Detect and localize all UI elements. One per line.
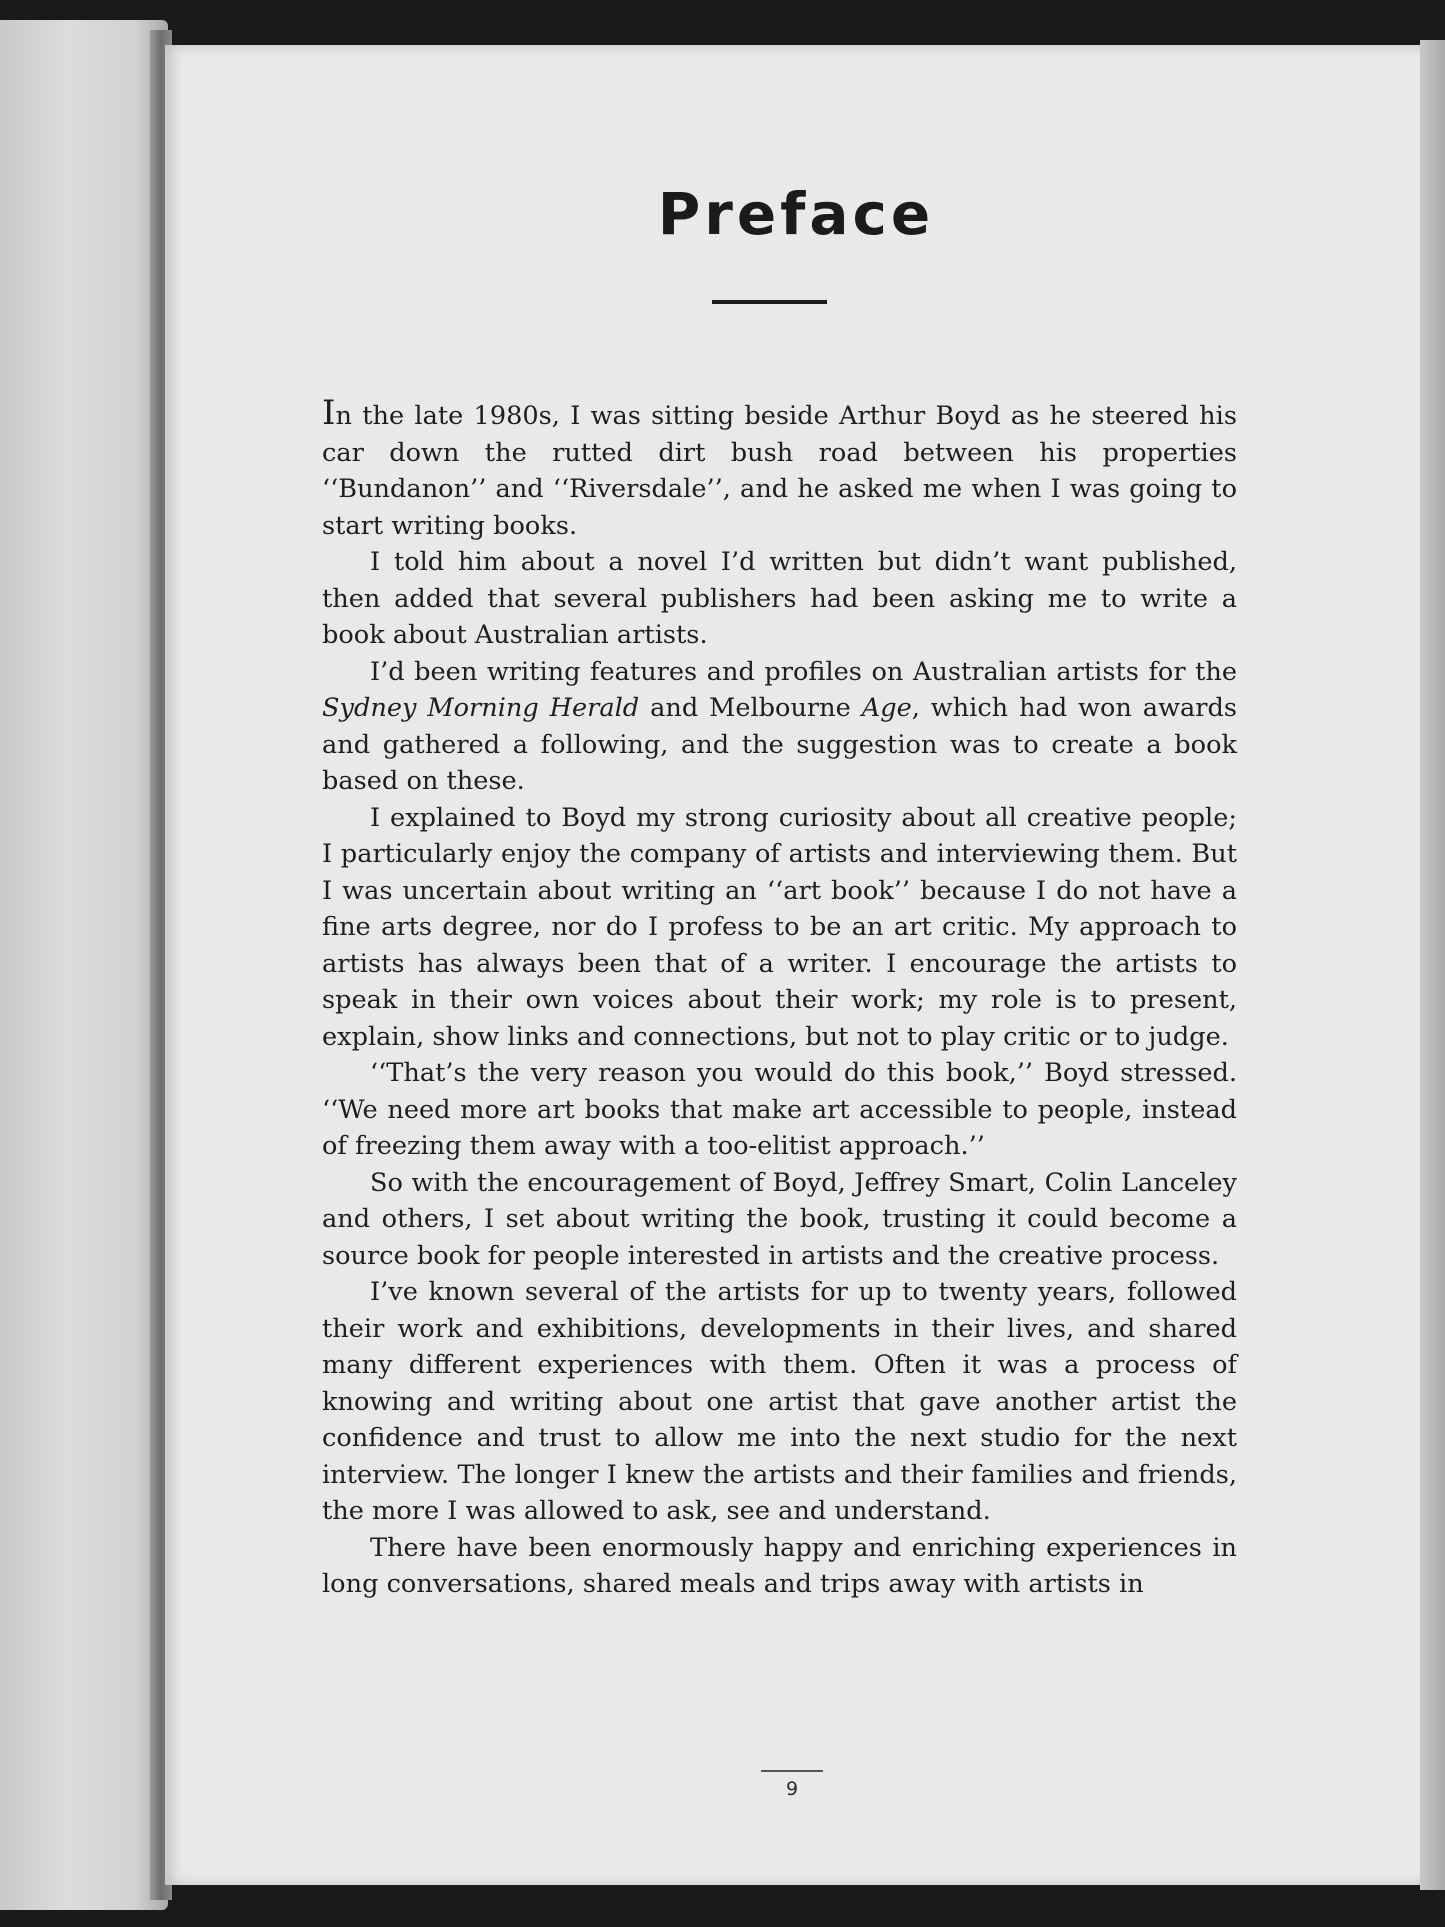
paragraph-text: , which had won awards and gathered a following, and the suggestion was to create a book based on these. [322, 693, 1237, 796]
left-facing-page [0, 20, 168, 1910]
page-number: 9 [785, 1778, 799, 1800]
book-page [165, 45, 1427, 1885]
page-edge [1420, 40, 1445, 1890]
paragraph-7: I’ve known several of the artists for up to twenty years, followed their work and exhibitions, developments in their lives, and shared many different experiences with them. Often it was a process of knowing and writing about one artist that gave another artist the confidence and trust to allow me into the next studio for the next interview. The longer I knew the artists and their families and friends, the more I was allowed to ask, see and understand. [322, 1277, 1237, 1526]
paragraph-text: and Melbourne [639, 693, 862, 723]
drop-cap: I [322, 393, 336, 433]
publication-title: Sydney Morning Herald [322, 693, 640, 723]
paragraph-2: I told him about a novel I’d written but didn’t want published, then added that several publishers had been asking me to write a book about Australian artists. [322, 547, 1237, 650]
paragraph-8: There have been enormously happy and enriching experiences in long conversations, shared meals and trips away with artists in [322, 1532, 1237, 1599]
paragraph-text: I’d been writing features and profiles on Australian artists for the [370, 656, 1237, 687]
page-number-rule [761, 1770, 823, 1772]
paragraph-5: ‘‘That’s the very reason you would do this book,’’ Boyd stressed. ‘‘We need more art books that make art accessible to people, instead of freezing them away with a too-elitist approach.’’ [322, 1058, 1237, 1161]
paragraph-4: I explained to Boyd my strong curiosity about all creative people; I particularly enjoy the company of artists and interviewing them. But I was uncertain about writing an ‘‘art book’’ because I do not have a fine arts degree, nor do I profess to be an art critic. My approach to artists has always been that of a writer. I encourage the artists to speak in their own voices about their work; my role is to present, explain, show links and connections, but not to play critic or to judge. [322, 802, 1237, 1052]
publication-title: Age [861, 693, 912, 723]
paragraph-3 [322, 654, 1237, 800]
title-underline [712, 300, 827, 304]
paragraph-1 [322, 393, 1237, 544]
page-title: Preface [657, 180, 935, 248]
paragraph-6: So with the encouragement of Boyd, Jeffrey Smart, Colin Lanceley and others, I set about writing the book, trusting it could become a source book for people interested in artists and the creative process. [322, 1167, 1237, 1271]
body-text [322, 393, 1237, 1603]
paragraph-text: n the late 1980s, I was sitting beside Arthur Boyd as he steered his car down the rutted dirt bush road between his properties ‘‘Bundanon’’ and ‘‘Riversdale’’, and he asked me when I was going to start writing books. [322, 401, 1237, 541]
